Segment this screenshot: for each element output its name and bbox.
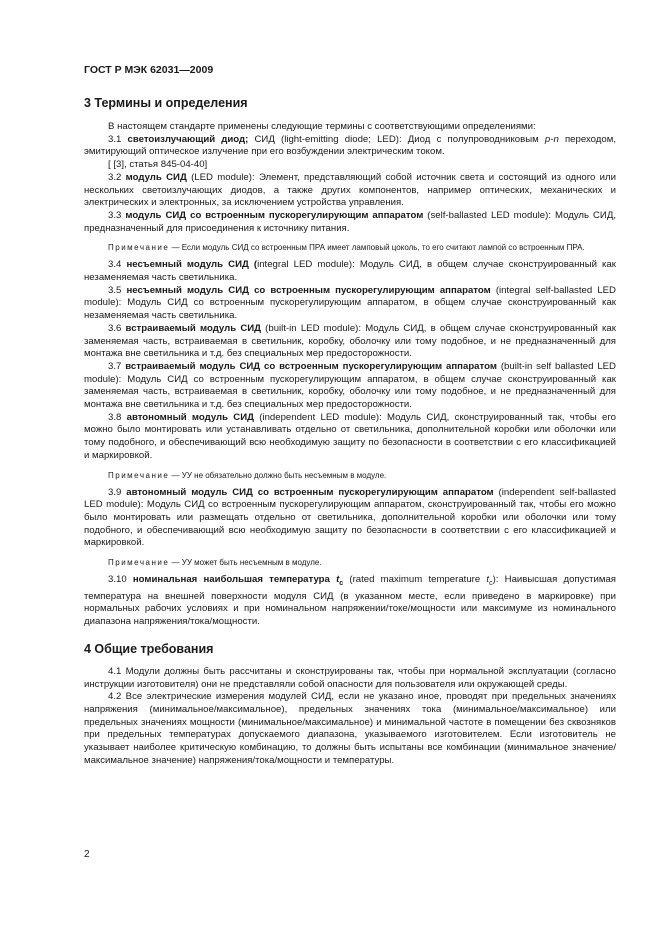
section-3-heading: 3 Термины и определения	[84, 96, 248, 110]
page-content	[84, 96, 616, 767]
clause-4-2: 4.2 Все электрические измерения модулей СИД, если не указано иное, проводят при предельных значениях напряжения (минимальное/максимальное), предельных значениях тока (минимальное/максимальное) или предельных значениях мощности (минимальное/максимальное) и минимальной частоте в помещении без сквозняков при предельных температурах допускаемого диапазона, указываемого изготовителем. Если изготовитель не указывает наиболее критическую комбинацию, то должны быть испытаны все комбинации (минимальное значение/максимальное значение) напряжения/тока/мощности и температуры.	[84, 691, 616, 766]
document-header: ГОСТ Р МЭК 62031—2009	[84, 64, 214, 76]
term-3-3: 3.3 модуль СИД со встроенным пускорегулирующим аппаратом (self-ballasted LED module): Модуль СИД, предназначенный для присоединения к источнику питания.	[84, 209, 616, 234]
term-3-1: 3.1 светоизлучающий диод; СИД (light-emitting diode; LED): Диод с полупроводниковым p-n переходом, эмитирующий оптическое излучение при его возбуждении электрическим током.	[84, 133, 616, 158]
term-3-10: 3.10 номинальная наибольшая температура $t_c$ (rated maximum temperature $t_c$): Наивысшая допустимая температура на внешней поверхности модуля СИД (в указанном месте, если приведено в маркировке) при нормальных рабочих условиях и при номинальном напряжении/токе/мощности или максимуме из номинального диапазона напряжения/тока/мощности.	[84, 574, 616, 628]
section-3-intro: В настоящем стандарте применены следующие термины с соответствующими определениями:	[108, 121, 536, 132]
term-3-6: 3.6 встраиваемый модуль СИД (built-in LED module): Модуль СИД, в общем случае сконструированный как заменяемая часть, встраиваемая в светильник, коробку, оболочку или тому подобное, и не предназначенный для монтажа вне светильника и т.д. без специальных мер предосторожности.	[84, 322, 616, 360]
clause-4-1: 4.1 Модули должны быть рассчитаны и сконструированы так, чтобы при нормальной эксплуатации (согласно инструкции изготовителя) они не представляли собой опасности для пользователя или окружающей среды.	[84, 665, 616, 690]
note-3-9: Примечание — УУ может быть несъемным в модуле.	[108, 558, 322, 568]
term-3-4: 3.4 несъемный модуль СИД (integral LED module): Модуль СИД, в общем случае сконструированный как незаменяемая часть светильника.	[84, 259, 616, 284]
term-3-9: 3.9 автономный модуль СИД со встроенным пускорегулирующим аппаратом (independent self-ballasted LED module): Модуль СИД со встроенным пускорегулирующим аппаратом, сконструированный так, чтобы его можно было монтировать или размещать отдельно от светильника, дополнительной коробки или оболочки или тому подобного, и обеспечивающий всю необходимую защиту по безопасности в соответствии с его классификацией и маркировкой.	[84, 486, 616, 549]
term-3-1-reference: [ [3], статья 845-04-40]	[108, 159, 208, 171]
term-3-7: 3.7 встраиваемый модуль СИД со встроенным пускорегулирующим аппаратом (built-in self ballasted LED module): Модуль СИД со встроенным пускорегулирующим аппаратом, в общем случае сконструированный как заменяемая часть, встраиваемая в светильник, коробку, оболочку или тому подобное, и не предназначенный для монтажа вне светильника и т.д. без специальных мер предосторожности.	[84, 360, 616, 411]
page-number: 2	[84, 849, 90, 860]
note-3-3: Примечание — Если модуль СИД со встроенным ПРА имеет ламповый цоколь, то его считают лампой со встроенным ПРА.	[108, 243, 585, 253]
term-3-8: 3.8 автономный модуль СИД (independent LED module): Модуль СИД, сконструированный так, чтобы его можно было монтировать или устанавливать отдельно от светильника, дополнительной коробки или оболочки или тому подобного, и обеспечивающий всю необходимую защиту по безопасности в соответствии с его классификацией и маркировкой.	[84, 411, 616, 461]
section-4-heading: 4 Общие требования	[84, 641, 214, 656]
term-3-2: 3.2 модуль СИД (LED module): Элемент, представляющий собой источник света и состоящий из одного или нескольких светоизлучающих диодов, а также других компонентов, например оптических, механических и электрических и электронных, за исключением устройства управления.	[84, 171, 616, 209]
note-3-8: Примечание — УУ не обязательно должно быть несъемным в модуле.	[108, 470, 387, 480]
term-3-5: 3.5 несъемный модуль СИД со встроенным пускорегулирующим аппаратом (integral self-ballasted LED module): Модуль СИД со встроенным пускорегулирующим аппаратом, в общем случае сконструированный как незаменяемая часть светильника.	[84, 284, 616, 322]
